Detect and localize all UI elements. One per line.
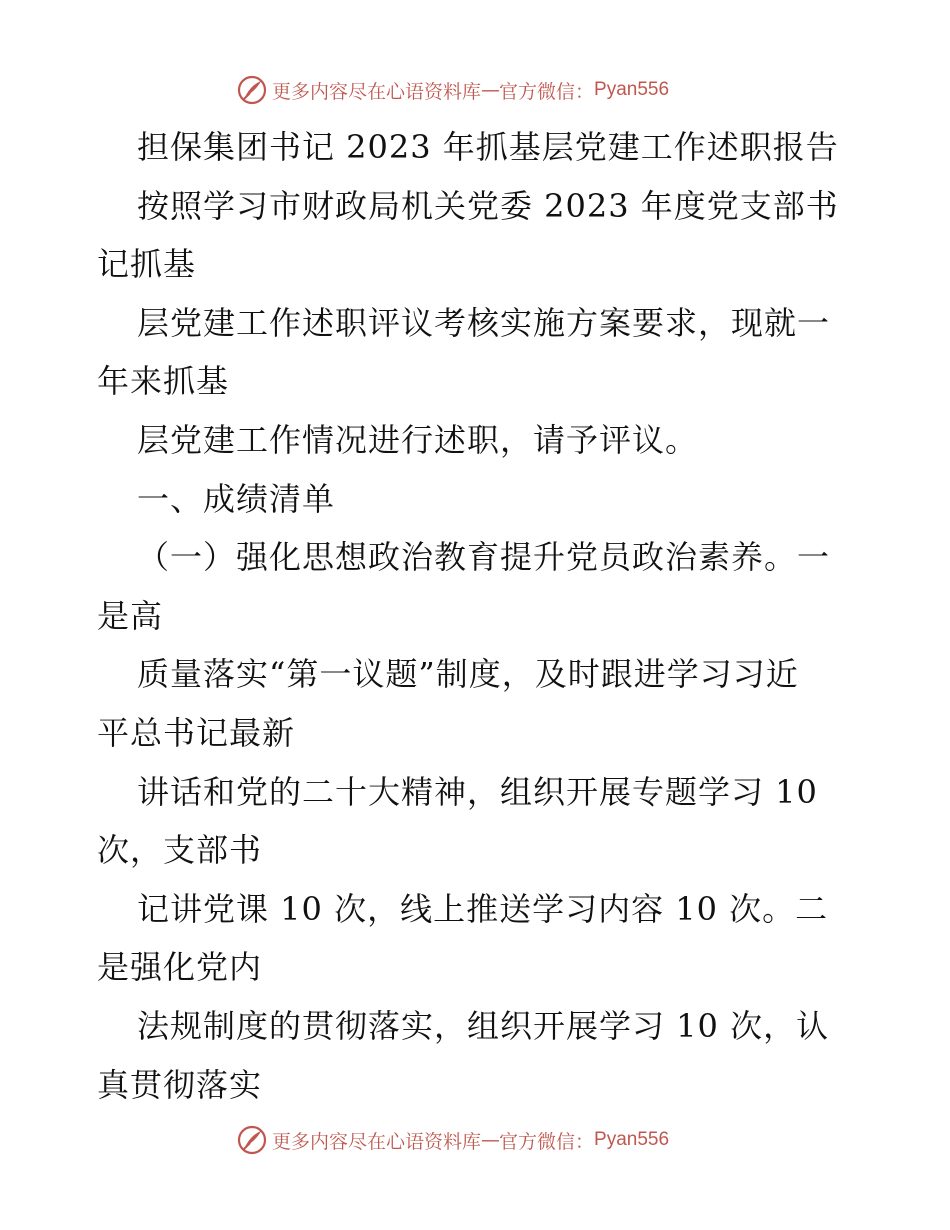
paragraph-line: 是高 <box>97 596 164 635</box>
footer-watermark <box>236 1122 669 1158</box>
paragraph-line: 讲话和党的二十大精神，组织开展专题学习 10 <box>137 772 818 811</box>
document-body <box>97 118 857 1114</box>
section-heading: 一、成绩清单 <box>137 479 336 518</box>
watermark-wechat-id: Pyan556 <box>594 1129 670 1150</box>
watermark-wechat-id: Pyan556 <box>594 79 670 100</box>
watermark-sub-text: 官方微信： <box>499 1130 595 1153</box>
watermark-main-text: 更多内容尽在心语资料库 <box>272 80 482 103</box>
header-watermark <box>236 72 669 108</box>
paragraph-line: 层党建工作述职评议考核实施方案要求，现就一 <box>137 303 831 342</box>
paragraph-line: 是强化党内 <box>97 948 263 987</box>
watermark-sub-text: 官方微信： <box>499 80 595 103</box>
paragraph-line: 年来抓基 <box>97 362 230 401</box>
paragraph-line: 记抓基 <box>97 245 197 284</box>
paragraph-line: 质量落实“第一议题”制度，及时跟进学习习近 <box>137 655 799 694</box>
paragraph-line: 次，支部书 <box>97 831 263 870</box>
paragraph-line: 真贯彻落实 <box>97 1065 263 1104</box>
paragraph-line: 层党建工作情况进行述职，请予评议。 <box>137 420 699 459</box>
watermark-dash: — <box>481 79 500 101</box>
watermark-dash: — <box>481 1129 500 1151</box>
watermark-main-text: 更多内容尽在心语资料库 <box>272 1130 482 1153</box>
feather-pen-logo-icon <box>236 1124 268 1156</box>
paragraph-line: 记讲党课 10 次，线上推送学习内容 10 次。二 <box>137 889 829 928</box>
subsection-heading: （一）强化思想政治教育提升党员政治素养。一 <box>137 538 831 577</box>
paragraph-line: 平总书记最新 <box>97 713 296 752</box>
paragraph-line: 法规制度的贯彻落实，组织开展学习 10 次，认 <box>137 1006 830 1045</box>
document-title: 担保集团书记 2023 年抓基层党建工作述职报告 <box>137 128 839 166</box>
feather-pen-logo-icon <box>236 74 268 106</box>
paragraph-line: 按照学习市财政局机关党委 2023 年度党支部书 <box>137 186 839 225</box>
